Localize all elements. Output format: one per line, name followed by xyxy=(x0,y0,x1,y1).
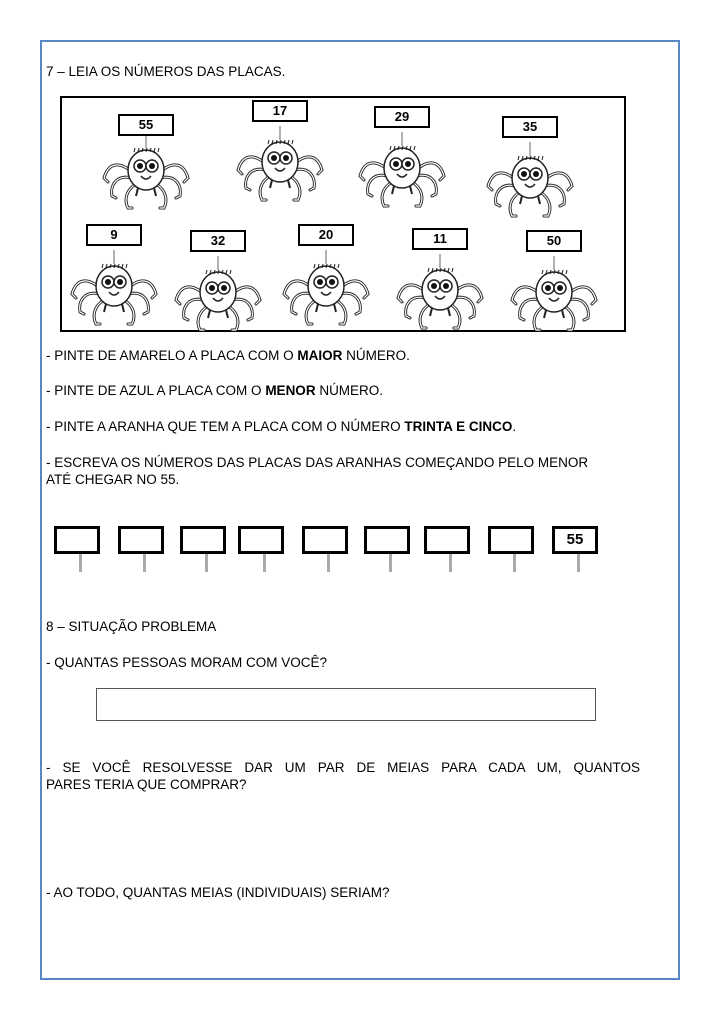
spider-sign-6[interactable]: 32 xyxy=(190,230,246,252)
spider-sign-5[interactable]: 9 xyxy=(86,224,142,246)
spider-icon xyxy=(482,142,578,222)
order-box-5[interactable] xyxy=(302,526,348,554)
spider-icon xyxy=(354,132,450,212)
spider-icon xyxy=(98,134,194,214)
worksheet-page xyxy=(40,40,680,980)
order-box-55: 55 xyxy=(552,526,598,554)
spider-sign-7[interactable]: 20 xyxy=(298,224,354,246)
spider-sign-8[interactable]: 11 xyxy=(412,228,468,250)
order-post xyxy=(205,554,208,572)
question-total-socks: - AO TODO, QUANTAS MEIAS (INDIVIDUAIS) SERIAM? xyxy=(46,885,390,900)
order-box-8[interactable] xyxy=(488,526,534,554)
order-post xyxy=(327,554,330,572)
spider-icon xyxy=(506,256,602,336)
order-box-4[interactable] xyxy=(238,526,284,554)
order-box-7[interactable] xyxy=(424,526,470,554)
instruction-order-line-1: - ESCREVA OS NÚMEROS DAS PLACAS DAS ARANHAS COMEÇANDO PELO MENOR xyxy=(46,455,589,470)
section-8-title: 8 – SITUAÇÃO PROBLEMA xyxy=(46,619,217,634)
spider-icon xyxy=(232,126,328,206)
order-post xyxy=(577,554,580,572)
spider-sign-3[interactable]: 29 xyxy=(374,106,430,128)
order-post xyxy=(449,554,452,572)
order-box-2[interactable] xyxy=(118,526,164,554)
order-post xyxy=(513,554,516,572)
instruction-order-line-2: ATÉ CHEGAR NO 55. xyxy=(46,472,180,487)
order-box-3[interactable] xyxy=(180,526,226,554)
spider-sign-1[interactable]: 55 xyxy=(118,114,174,136)
spider-sign-4[interactable]: 35 xyxy=(502,116,558,138)
spider-icon xyxy=(278,250,374,330)
question-pairs-line-1: - SE VOCÊ RESOLVESSE DAR UM PAR DE MEIAS PARA CADA UM, QUANTOS xyxy=(46,760,640,775)
spider-sign-9[interactable]: 50 xyxy=(526,230,582,252)
spider-icon xyxy=(66,250,162,330)
question-people: - QUANTAS PESSOAS MORAM COM VOCÊ? xyxy=(46,655,328,670)
answer-field-people[interactable] xyxy=(96,688,596,721)
instruction-blue: - PINTE DE AZUL A PLACA COM O MENOR NÚMERO. xyxy=(46,383,384,398)
instruction-paint-spider: - PINTE A ARANHA QUE TEM A PLACA COM O NÚMERO TRINTA E CINCO. xyxy=(46,419,517,434)
order-post xyxy=(263,554,266,572)
instruction-yellow: - PINTE DE AMARELO A PLACA COM O MAIOR NÚMERO. xyxy=(46,348,410,363)
section-7-title: 7 – LEIA OS NÚMEROS DAS PLACAS. xyxy=(46,64,286,79)
order-post xyxy=(143,554,146,572)
order-post xyxy=(389,554,392,572)
spider-sign-2[interactable]: 17 xyxy=(252,100,308,122)
spider-illustration-frame xyxy=(60,96,626,332)
order-post xyxy=(79,554,82,572)
order-box-6[interactable] xyxy=(364,526,410,554)
spider-icon xyxy=(392,254,488,334)
question-pairs-line-2: PARES TERIA QUE COMPRAR? xyxy=(46,777,247,792)
order-box-1[interactable] xyxy=(54,526,100,554)
spider-icon xyxy=(170,256,266,336)
